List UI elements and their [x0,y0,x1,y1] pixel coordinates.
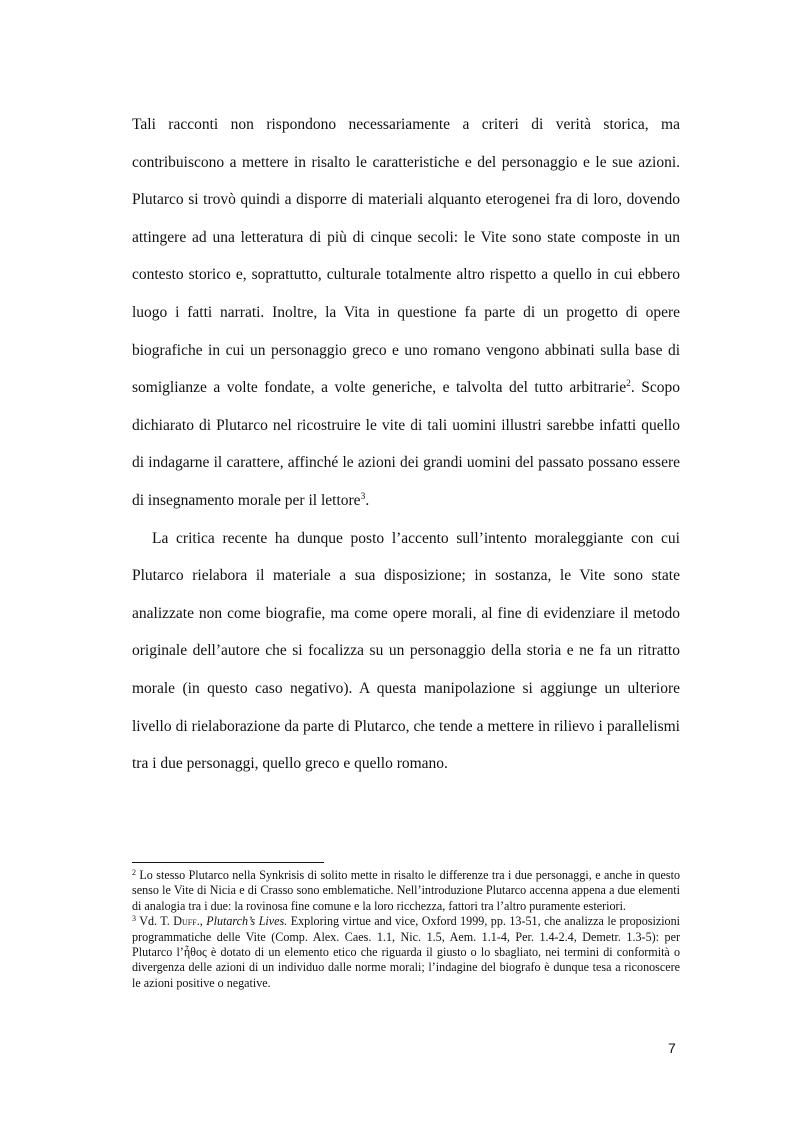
paragraph-1-part-3: . [365,491,370,509]
main-text [132,106,680,783]
footnote-3-text-b: ., [196,914,207,929]
footnote-3-title: Plutarch’s Lives. [206,914,288,929]
footnote-2-number: 2 [132,868,136,877]
footnote-3 [132,914,680,991]
paragraph-1-part-1: Tali racconti non rispondono necessariamente a criteri di verità storica, ma contribuiscono a mettere in risalto le caratteristiche e del personaggio e le sue azioni. Plutarco si trovò quindi a disporre di materiali alquanto eterogenei fra di loro, dovendo attingere ad una letteratura di più di cinque secoli: le Vite sono state composte in un contesto storico e, soprattutto, culturale totalmente altro rispetto a quello in cui ebbero luogo i fatti narrati. Inoltre, la Vita in questione fa parte di un progetto di opere biografiche in cui un personaggio greco e uno romano vengono abbinati sulla base di somiglianze a volte fondate, a volte generiche, e talvolta del tutto arbitrarie [132,116,680,397]
footnote-3-text-c: Exploring virtue and vice, Oxford 1999, pp. 13-51, che analizza le proposizioni programmatiche delle Vite (Comp. Alex. Caes. 1.1, Nic. 1.5, Aem. 1.1-4, Per. 1.4-2.4, Demetr. 1.3-5): per Plutarco l’ἦθος è dotato di un elemento etico che riguarda il giusto o lo sbagliato, nei termini di conformità o divergenza delle azioni di un individuo dalle norme morali; l’indagine del biografo è dunque tesa a riconoscere le azioni positive o negative. [132,914,681,990]
footnote-ref-2: 2 [626,379,631,390]
footnote-2 [132,868,680,914]
page-number: 7 [668,1040,676,1056]
footnote-ref-3: 3 [360,491,366,502]
footnote-3-author: Duff [173,914,197,929]
footnote-separator [132,862,324,863]
paragraph-1 [132,106,680,520]
footnotes [132,868,680,991]
footnote-3-number: 3 [132,914,136,924]
footnote-3-text-a: Vd. T. [139,914,174,929]
footnote-2-text: Lo stesso Plutarco nella Synkrisis di solito mette in risalto le differenze tra i due personaggi, e anche in questo senso le Vite di Nicia e di Crasso sono emblematiche. Nell’introduzione Plutarco accenna appena a due elementi di analogia tra i due: la rovinosa fine comune e la loro ricchezza, fattori tra l’altro puramente esteriori. [132,868,680,913]
paragraph-2: La critica recente ha dunque posto l’accento sull’intento moraleggiante con cui Plutarco rielabora il materiale a sua disposizione; in sostanza, le Vite sono state analizzate non come biografie, ma come opere morali, al fine di evidenziare il metodo originale dell’autore che si focalizza su un personaggio della storia e ne fa un ritratto morale (in questo caso negativo). A questa manipolazione si aggiunge un ulteriore livello di rielaborazione da parte di Plutarco, che tende a mettere in rilievo i parallelismi tra i due personaggi, quello greco e quello romano. [132,529,680,773]
paragraph-1-part-2: . Scopo dichiarato di Plutarco nel ricostruire le vite di tali uomini illustri sarebbe infatti quello di indagarne il carattere, affinché le azioni dei grandi uomini del passato possano essere di insegnamento morale per il lettore [132,379,680,509]
